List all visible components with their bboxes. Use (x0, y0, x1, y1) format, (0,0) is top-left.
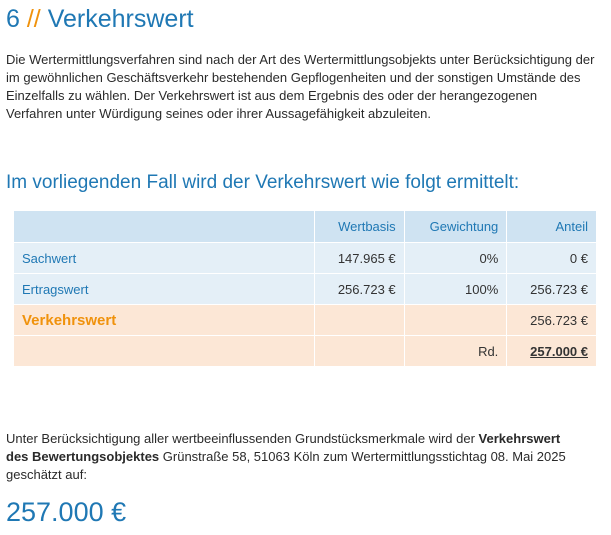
conclusion-part1: Unter Berücksichtigung aller wertbeeinflussenden Grundstücksmerkmale wird der (6, 431, 479, 446)
row-share: 256.723 € (507, 274, 597, 305)
total-empty-cell (404, 305, 507, 336)
conclusion-paragraph (6, 430, 566, 484)
valuation-table (13, 210, 597, 367)
row-label: Ertragswert (14, 274, 315, 305)
total-label: Verkehrswert (14, 305, 315, 336)
conclusion-bold: Verkehrswert des Bewertungsobjektes (6, 431, 561, 464)
row-share: 0 € (507, 243, 597, 274)
rounded-row (14, 336, 597, 367)
rounded-value: 257.000 € (507, 336, 597, 367)
row-weight: 100% (404, 274, 507, 305)
rounded-empty-cell (14, 336, 315, 367)
row-label: Sachwert (14, 243, 315, 274)
header-empty (14, 211, 315, 243)
total-empty-cell (315, 305, 405, 336)
table-header-row (14, 211, 597, 243)
subheading: Im vorliegenden Fall wird der Verkehrswert wie folgt ermittelt: (6, 172, 520, 193)
section-title-text: Verkehrswert (47, 5, 194, 33)
final-market-value: 257.000 € (6, 497, 127, 527)
header-gewichtung: Gewichtung (404, 211, 507, 243)
rounded-label: Rd. (404, 336, 507, 367)
conclusion-part2: Grünstraße 58, 51063 Köln zum Wertermittlungsstichtag 08. Mai 2025 geschätzt auf: (6, 449, 566, 482)
row-basis: 256.723 € (315, 274, 405, 305)
total-row (14, 305, 597, 336)
row-weight: 0% (404, 243, 507, 274)
section-title (6, 5, 194, 34)
total-value: 256.723 € (507, 305, 597, 336)
header-wertbasis: Wertbasis (315, 211, 405, 243)
table-row (14, 274, 597, 305)
table-row (14, 243, 597, 274)
header-anteil: Anteil (507, 211, 597, 243)
rounded-empty-cell (315, 336, 405, 367)
section-number: 6 (6, 5, 20, 33)
row-basis: 147.965 € (315, 243, 405, 274)
intro-paragraph: Die Wertermittlungsverfahren sind nach der Art des Wertermittlungsobjekts unter Berücksichtigung der im gewöhnlichen Geschäftsverkehr bestehenden Gepflogenheiten und der sonstigen Umstände des Einzelfalls zu wählen. Der Verkehrswert ist aus dem Ergebnis des oder der herangezogenen Verfahren unter Würdigung seines oder ihrer Aussagefähigkeit abzuleiten. (6, 52, 595, 121)
section-separator: // (26, 5, 41, 33)
